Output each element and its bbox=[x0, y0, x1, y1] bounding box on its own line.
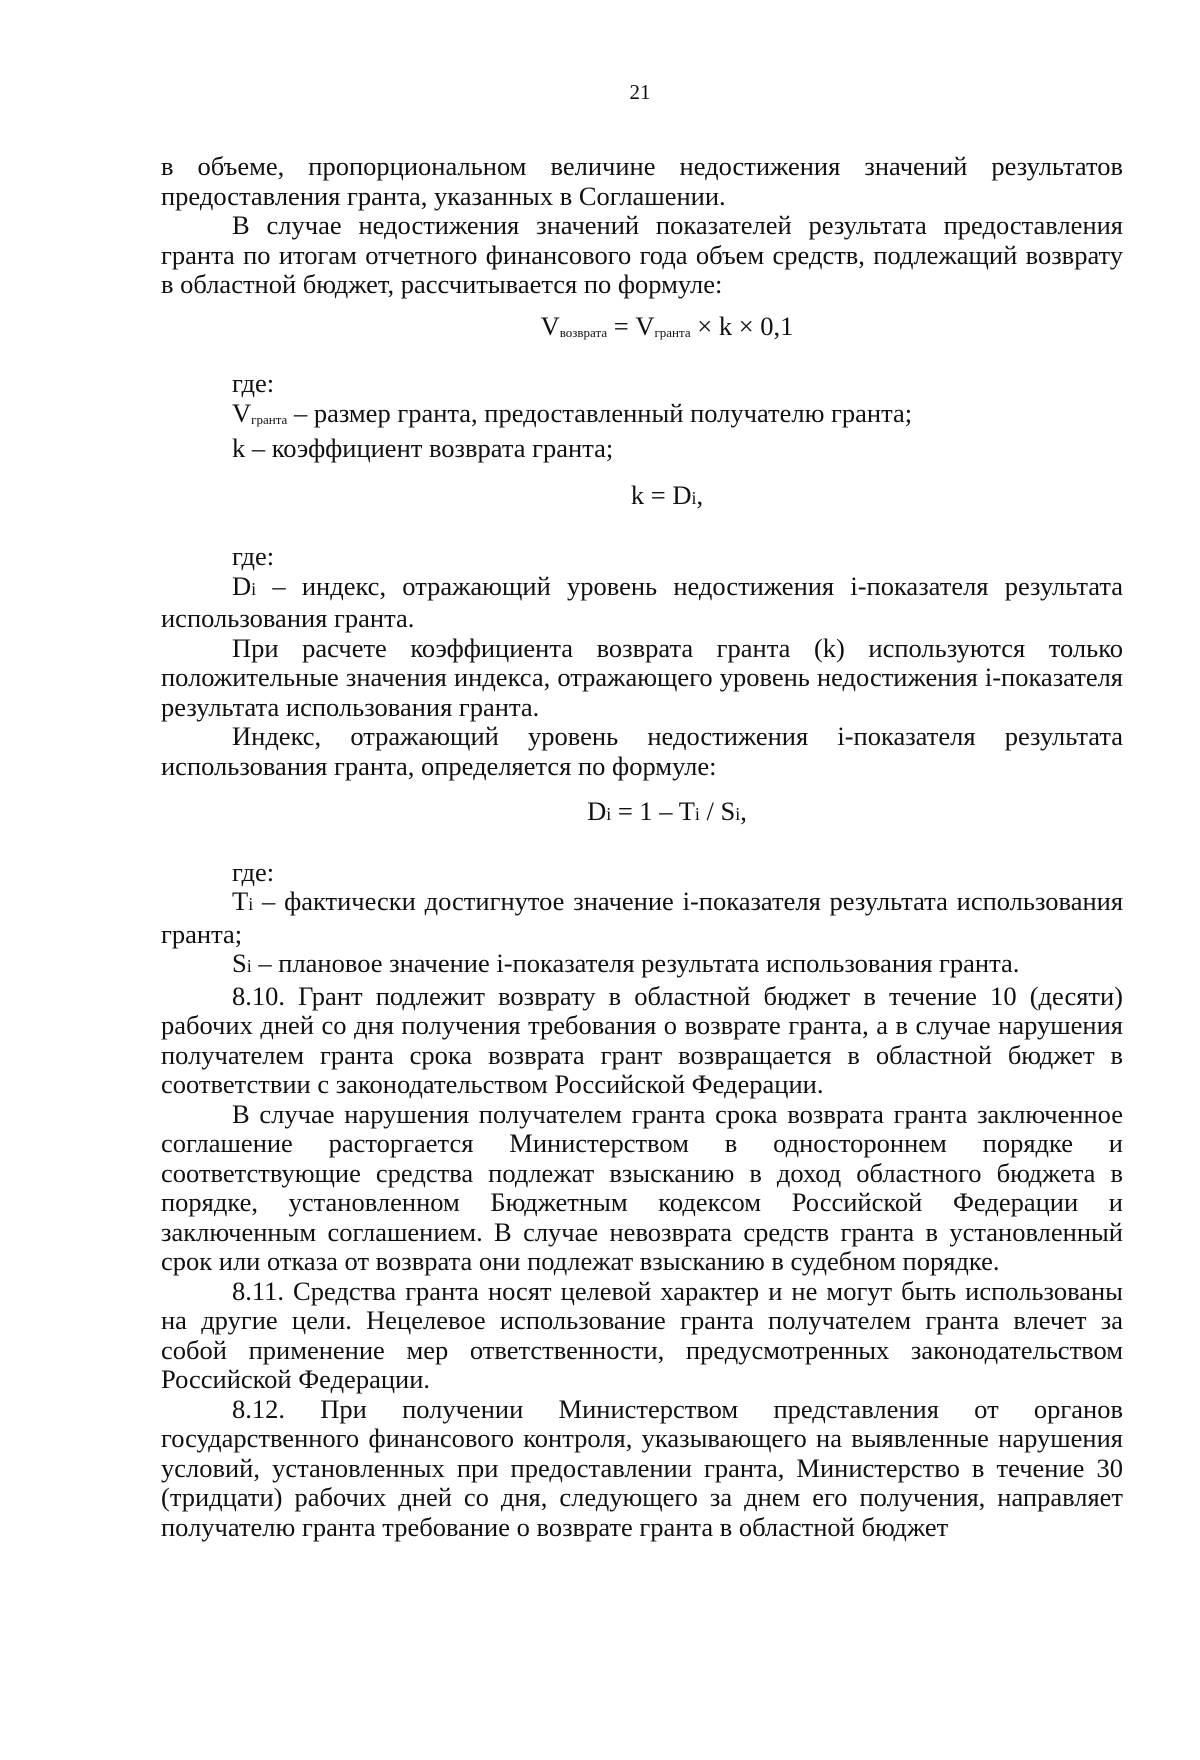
def-si-sub: i bbox=[246, 956, 252, 976]
where-label-1: где: bbox=[232, 368, 275, 398]
page-number: 21 bbox=[629, 80, 651, 104]
formula-k-tail: , bbox=[696, 479, 704, 510]
document-body bbox=[161, 152, 1123, 1542]
def-si-symbol: S bbox=[232, 948, 247, 978]
formula-di bbox=[161, 797, 1123, 830]
formula-k bbox=[161, 481, 1123, 514]
def-di-text: – индекс, отражающий уровень недостижения i-показателя результата использования гранта. bbox=[161, 570, 1124, 633]
definition-k bbox=[161, 434, 1123, 464]
def-k-symbol: k bbox=[232, 433, 246, 463]
def-di-symbol: D bbox=[232, 570, 252, 601]
formula-di-sub3: i bbox=[735, 804, 741, 824]
paragraph-violation: В случае нарушения получателем гранта срока возврата гранта заключенное соглашение расторгается Министерством в одностороннем порядке и соответствующие средства подлежат взысканию в доход областного бюджета в порядке, установленном Бюджетным кодексом Российской Федерации и заключенным соглашением. В случае невозврата средств гранта в установленный срок или отказа от возврата они подлежат взысканию в судебном порядке. bbox=[161, 1098, 1123, 1276]
def-k-text: – коэффициент возврата гранта; bbox=[251, 433, 614, 463]
formula-di-d: D bbox=[587, 796, 607, 826]
def-di-sub: i bbox=[251, 578, 257, 599]
formula-di-sub2: i bbox=[694, 804, 700, 824]
formula-k-lhs: k = D bbox=[630, 479, 692, 510]
paragraph-8-10: 8.10. Грант подлежит возврату в областной бюджет в течение 10 (десяти) рабочих дней со дня получения требования о возврате гранта, а в случае нарушения получателем гранта срока возврата грант возвращается в областной бюджет в соответствии с законодательством Российской Федерации. bbox=[161, 980, 1123, 1099]
where-label-3: где: bbox=[232, 856, 275, 887]
definition-di bbox=[161, 572, 1123, 634]
def-v-sub: гранта bbox=[251, 411, 288, 427]
definition-si bbox=[161, 949, 1123, 982]
def-ti-sub: i bbox=[248, 894, 254, 914]
paragraph-positive-values: При расчете коэффициента возврата гранта (k) используются только положительные значения индекса, отражающего уровень недостижения i-показателя результата использования гранта. bbox=[161, 632, 1123, 722]
definition-v-grant bbox=[161, 399, 1123, 435]
formula-return-volume bbox=[161, 312, 1123, 348]
definition-ti bbox=[161, 887, 1123, 949]
formula-di-sub1: i bbox=[606, 804, 612, 824]
paragraph-continuation: в объеме, пропорциональном величине недостижения значений результатов предоставления гранта, указанных в Соглашении. bbox=[161, 151, 1123, 211]
formula-sub-return: возврата bbox=[559, 324, 608, 340]
paragraph-8-11: 8.11. Средства гранта носят целевой характер и не могут быть использованы на другие цели. Нецелевое использование гранта получателем гранта влечет за собой применение мер ответственности, предусмотренных законодательством Российской Федерации. bbox=[161, 1275, 1123, 1394]
formula-v-return: V bbox=[540, 310, 560, 341]
formula-equals: = bbox=[613, 310, 629, 341]
formula-di-tail: , bbox=[740, 796, 747, 826]
def-si-text: – плановое значение i-показателя результата использования гранта. bbox=[258, 948, 1020, 978]
paragraph-8-12: 8.12. При получении Министерством представления от органов государственного финансового контроля, указывающего на выявленные нарушения условий, установленных при предоставлении гранта, Министерство в течение 30 (тридцати) рабочих дней со дня, следующего за днем его получения, направляет получателю гранта требование о возврате гранта в областной бюджет bbox=[161, 1393, 1123, 1542]
def-v-text: – размер гранта, предоставленный получателю гранта; bbox=[293, 397, 913, 428]
formula-k-sub: i bbox=[691, 487, 697, 508]
formula-di-mid1: = 1 – T bbox=[617, 796, 695, 826]
def-ti-symbol: T bbox=[232, 886, 249, 916]
formula-sub-grant: гранта bbox=[654, 324, 691, 340]
formula-di-mid2: / S bbox=[706, 796, 736, 826]
def-v-symbol: V bbox=[232, 397, 252, 428]
paragraph-index-formula: Индекс, отражающий уровень недостижения i-показателя результата использования гранта, определяется по формуле: bbox=[161, 721, 1123, 781]
paragraph-return-condition: В случае недостижения значений показателей результата предоставления гранта по итогам отчетного финансового года объем средств, подлежащий возврату в областной бюджет, рассчитывается по формуле: bbox=[161, 210, 1123, 299]
def-ti-text: – фактически достигнутое значение i-показателя результата использования гранта; bbox=[161, 886, 1124, 949]
where-label-2: где: bbox=[232, 541, 275, 571]
formula-v-grant: V bbox=[635, 310, 655, 341]
formula-multipliers: × k × 0,1 bbox=[697, 310, 794, 341]
